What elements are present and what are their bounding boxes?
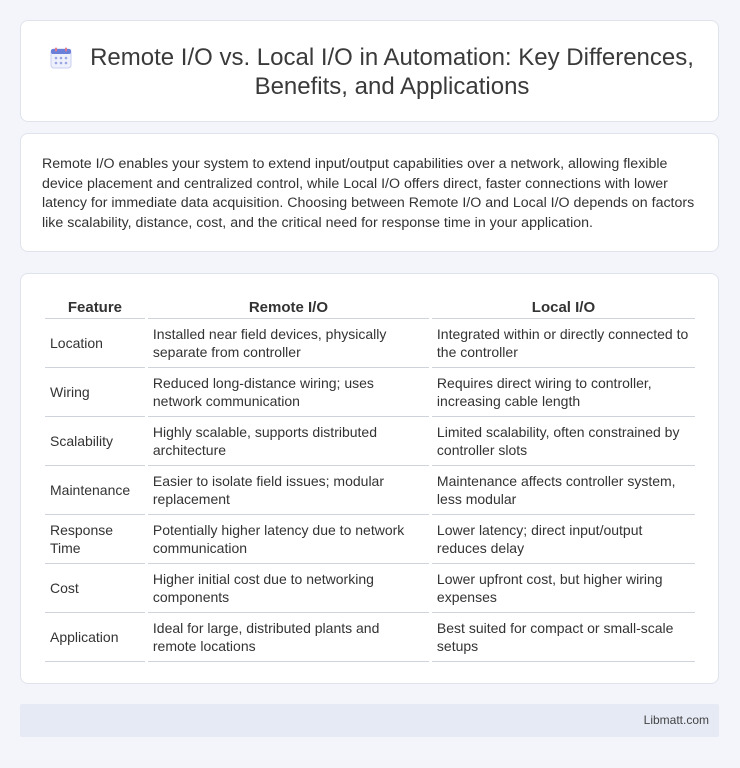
local-cell: Lower latency; direct input/output reduces delay <box>432 515 695 564</box>
remote-cell: Highly scalable, supports distributed architecture <box>148 417 429 466</box>
feature-cell: Wiring <box>45 368 145 417</box>
feature-cell: Application <box>45 613 145 662</box>
remote-cell: Potentially higher latency due to network communication <box>148 515 429 564</box>
feature-cell: Response Time <box>45 515 145 564</box>
remote-cell: Higher initial cost due to networking components <box>148 564 429 613</box>
page-title: Remote I/O vs. Local I/O in Automation: Key Differences, Benefits, and Applications <box>90 44 694 100</box>
table-row <box>45 319 695 368</box>
local-cell: Maintenance affects controller system, less modular <box>432 466 695 515</box>
footer-bar <box>20 704 719 737</box>
header-remote-io: Remote I/O <box>148 296 429 319</box>
table-row <box>45 613 695 662</box>
footer-brand-link[interactable]: Libmatt.com <box>643 713 709 727</box>
remote-cell: Ideal for large, distributed plants and remote locations <box>148 613 429 662</box>
table-row <box>45 466 695 515</box>
local-cell: Integrated within or directly connected to the controller <box>432 319 695 368</box>
comparison-card <box>20 273 719 684</box>
local-cell: Best suited for compact or small-scale setups <box>432 613 695 662</box>
remote-cell: Installed near field devices, physically separate from controller <box>148 319 429 368</box>
intro-paragraph: Remote I/O enables your system to extend input/output capabilities over a network, allowing flexible device placement and centralized control, while Local I/O offers direct, faster connections with lower latency for immediate data acquisition. Choosing between Remote I/O and Local I/O depends on factors like scalability, distance, cost, and the critical need for response time in your application. <box>42 156 695 231</box>
table-row <box>45 417 695 466</box>
feature-cell: Cost <box>45 564 145 613</box>
table-header-row <box>45 296 695 319</box>
remote-cell: Easier to isolate field issues; modular replacement <box>148 466 429 515</box>
local-cell: Requires direct wiring to controller, increasing cable length <box>432 368 695 417</box>
feature-cell: Maintenance <box>45 466 145 515</box>
feature-cell: Scalability <box>45 417 145 466</box>
table-row <box>45 564 695 613</box>
remote-cell: Reduced long-distance wiring; uses network communication <box>148 368 429 417</box>
comparison-table <box>42 296 698 662</box>
header-local-io: Local I/O <box>432 296 695 319</box>
local-cell: Limited scalability, often constrained by controller slots <box>432 417 695 466</box>
intro-card <box>20 133 719 252</box>
title-card <box>20 20 719 122</box>
table-row <box>45 515 695 564</box>
feature-cell: Location <box>45 319 145 368</box>
table-row <box>45 368 695 417</box>
header-feature: Feature <box>45 296 145 319</box>
local-cell: Lower upfront cost, but higher wiring expenses <box>432 564 695 613</box>
